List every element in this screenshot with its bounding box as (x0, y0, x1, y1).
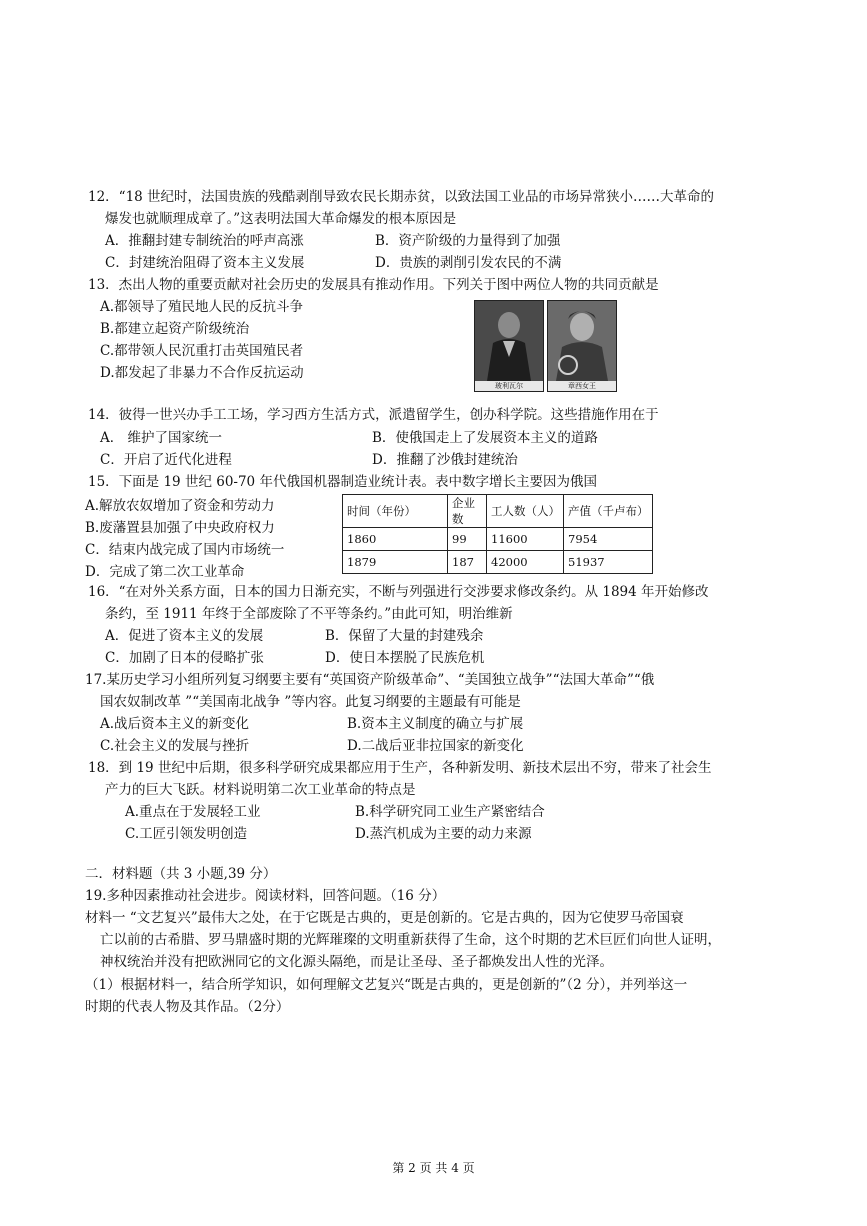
photo1-caption: 玻利瓦尔 (475, 381, 543, 391)
q19-sub1-line1: （1）根据材料一，结合所学知识，如何理解文艺复兴“既是古典的，更是创新的”（2 分），并列举这一 (85, 977, 688, 993)
q16-option-c: C．加剧了日本的侵略扩张 (105, 650, 264, 666)
material1-line1: 材料一 “文艺复兴”最伟大之处，在于它既是古典的，更是创新的。它是古典的，因为它使罗马帝国衰 (85, 910, 684, 926)
q17-option-d: D.二战后亚非拉国家的新变化 (347, 738, 524, 754)
table-header-cell: 时间（年份） (343, 495, 448, 528)
q19-stem: 19.多种因素推动社会进步。阅读材料，回答问题。（16 分） (85, 888, 446, 904)
q12-option-a: A．推翻封建专制统治的呼声高涨 (105, 233, 304, 249)
q14-stem: 14．彼得一世兴办手工工场，学习西方生活方式，派遣留学生，创办科学院。这些措施作用在于 (88, 407, 659, 423)
q13-option-a: A.都领导了殖民地人民的反抗斗争 (100, 299, 304, 315)
q17-stem-line1: 17.某历史学习小组所列复习纲要主要有“英国资产阶级革命”、“美国独立战争”“法国大革命”“俄 (85, 672, 655, 688)
table-cell: 7954 (564, 528, 653, 551)
table-row (343, 528, 653, 551)
q15-stem: 15．下面是 19 世纪 60-70 年代俄国机器制造业统计表。表中数字增长主要因为俄国 (88, 474, 597, 490)
material1-line3: 神权统治并没有把欧洲同它的文化源头隔绝，而是让圣母、圣子都焕发出人性的光泽。 (100, 954, 613, 970)
q13-stem: 13．杰出人物的重要贡献对社会历史的发展具有推动作用。下列关于图中两位人物的共同贡献是 (88, 277, 659, 293)
table-cell: 1860 (343, 528, 448, 551)
bolivar-portrait (474, 300, 544, 392)
q12-option-b: B．资产阶级的力量得到了加强 (375, 233, 561, 249)
q16-stem-line1: 16．“在对外关系方面，日本的国力日渐充实，不断与列强进行交涉要求修改条约。从 1894 年开始修改 (88, 584, 709, 600)
photo2-caption: 章西女王 (548, 381, 616, 391)
q12-option-d: D．贵族的剥削引发农民的不满 (375, 255, 562, 271)
table-cell: 187 (448, 551, 487, 574)
q18-option-c: C.工匠引领发明创造 (125, 826, 248, 842)
q13-option-d: D.都发起了非暴力不合作反抗运动 (100, 365, 304, 381)
q14-option-c: C．开启了近代化进程 (100, 452, 232, 468)
table-cell: 1879 (343, 551, 448, 574)
rani-of-jhansi-portrait (547, 300, 617, 392)
q15-option-c: C．结束内战完成了国内市场统一 (85, 542, 285, 558)
q17-stem-line2: 国农奴制改革 ”“美国南北战争 ”等内容。此复习纲要的主题最有可能是 (100, 694, 521, 710)
q12-option-c: C．封建统治阻碍了资本主义发展 (105, 255, 305, 271)
table-row (343, 551, 653, 574)
table-cell: 99 (448, 528, 487, 551)
q18-option-a: A.重点在于发展轻工业 (125, 804, 261, 820)
q14-option-a: A． 维护了国家统一 (100, 430, 223, 446)
q12-stem-line2: 爆发也就顺理成章了。”这表明法国大革命爆发的根本原因是 (105, 211, 457, 227)
q16-stem-line2: 条约，至 1911 年终于全部废除了不平等条约。”由此可知，明治维新 (105, 606, 513, 622)
q15-option-d: D．完成了第二次工业革命 (85, 564, 245, 580)
section2-title: 二．材料题（共 3 小题,39 分） (85, 866, 277, 882)
material1-line2: 亡以前的古希腊、罗马鼎盛时期的光辉璀璨的文明重新获得了生命，这个时期的艺术巨匠们向世人证明， (100, 932, 721, 948)
q15-option-b: B.废藩置县加强了中央政府权力 (85, 520, 275, 536)
q16-option-b: B．保留了大量的封建残余 (325, 628, 484, 644)
machine-industry-table (342, 494, 653, 574)
table-header-row (343, 495, 653, 528)
q12-stem-line1: 12．“18 世纪时，法国贵族的残酷剥削导致农民长期赤贫，以致法国工业品的市场异常狭小……大革命的 (88, 189, 715, 205)
table-header-cell: 产值（千卢布） (564, 495, 653, 528)
q17-option-a: A.战后资本主义的新变化 (100, 716, 250, 732)
table-header-cell: 企业数 (448, 495, 487, 528)
q18-option-d: D.蒸汽机成为主要的动力来源 (355, 826, 532, 842)
q13-option-b: B.都建立起资产阶级统治 (100, 321, 250, 337)
q13-option-c: C.都带领人民沉重打击英国殖民者 (100, 343, 304, 359)
table-cell: 42000 (487, 551, 564, 574)
q15-option-a: A.解放农奴增加了资金和劳动力 (85, 498, 275, 514)
q14-option-b: B．使俄国走上了发展资本主义的道路 (372, 430, 598, 446)
q18-stem-line1: 18．到 19 世纪中后期，很多科学研究成果都应用于生产，各种新发明、新技术层出不穷，带来了社会生 (88, 760, 712, 776)
q17-option-c: C.社会主义的发展与挫折 (100, 738, 250, 754)
q18-option-b: B.科学研究同工业生产紧密结合 (355, 804, 545, 820)
q17-option-b: B.资本主义制度的确立与扩展 (347, 716, 524, 732)
q16-option-a: A．促进了资本主义的发展 (105, 628, 264, 644)
q14-option-d: D．推翻了沙俄封建统治 (372, 452, 518, 468)
page-footer: 第 2 页 共 4 页 (392, 1161, 475, 1175)
table-header-cell: 工人数（人） (487, 495, 564, 528)
q19-sub1-line2: 时期的代表人物及其作品。（2分） (85, 999, 290, 1015)
q16-option-d: D．使日本摆脱了民族危机 (325, 650, 485, 666)
table-cell: 51937 (564, 551, 653, 574)
q18-stem-line2: 产力的巨大飞跃。材料说明第二次工业革命的特点是 (105, 782, 416, 798)
table-cell: 11600 (487, 528, 564, 551)
